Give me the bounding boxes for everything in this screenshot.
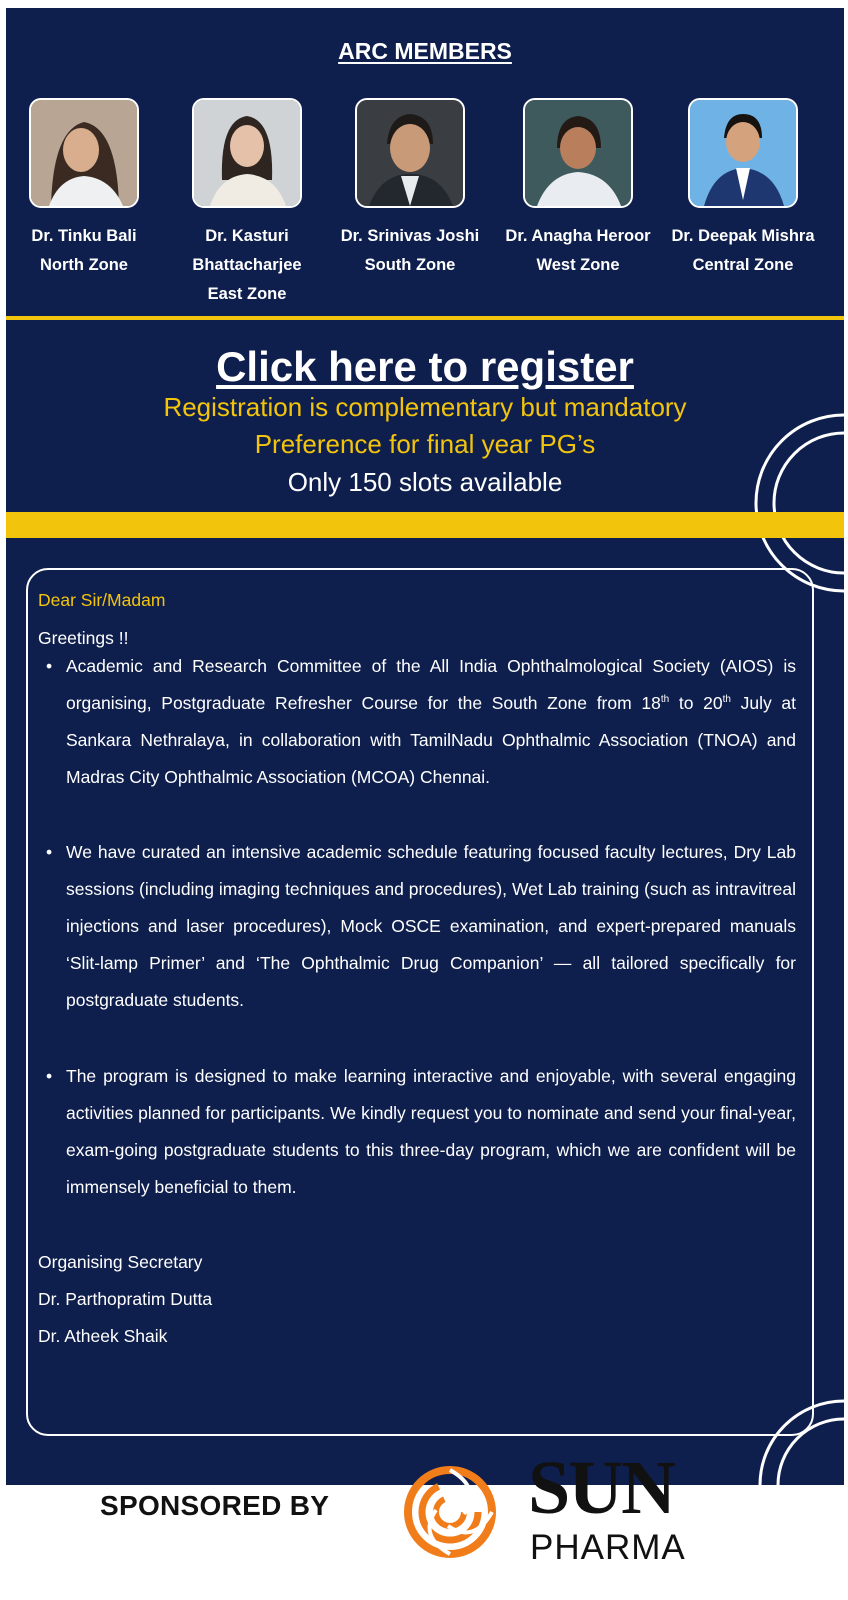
sun-pharma-subtext: PHARMA — [530, 1528, 686, 1567]
member-name: Dr. Anagha Heroor — [505, 227, 651, 245]
person-portrait-icon — [525, 100, 631, 206]
decorative-arcs-icon — [756, 1368, 844, 1485]
register-link[interactable]: Click here to register — [216, 343, 634, 390]
member-card — [498, 98, 658, 280]
member-photo — [688, 98, 798, 208]
member-name: Dr. Tinku Bali — [31, 227, 137, 245]
signatory-name: Dr. Atheek Shaik — [38, 1326, 168, 1346]
sponsored-by-label: SPONSORED BY — [100, 1490, 330, 1521]
sun-pharma-brand: SUN — [528, 1446, 675, 1530]
member-photo — [192, 98, 302, 208]
slots-note: Only 150 slots available — [287, 467, 563, 497]
member-name: Dr. Srinivas Joshi — [340, 227, 480, 245]
member-card — [330, 98, 490, 280]
member-photo — [523, 98, 633, 208]
signatory-role: Organising Secretary — [38, 1252, 203, 1272]
decorative-arcs-icon — [746, 413, 844, 593]
member-zone: West Zone — [536, 256, 620, 274]
member-zone: North Zone — [40, 256, 128, 274]
person-portrait-icon — [31, 100, 137, 206]
flyer-panel — [6, 8, 844, 1485]
bullet-paragraph: • We have curated an intensive academic schedule featuring focused faculty lectures, Dry Lab sessions (including imaging techniques and procedures), Wet Lab training (such as intravitreal injections and laser procedures), Mock OSCE examination, and expert-prepared manuals ‘Slit-lamp Primer’ and ‘The Ophthalmic Drug Companion’ — all tailored specifically for postgraduate students. — [66, 834, 796, 1019]
member-card — [6, 98, 164, 280]
member-card — [663, 98, 823, 280]
member-card — [167, 98, 327, 309]
member-zone: East Zone — [207, 285, 287, 303]
person-portrait-icon — [357, 100, 463, 206]
member-photo — [29, 98, 139, 208]
member-name: Dr. Kasturi Bhattacharjee — [192, 227, 302, 274]
greeting: Greetings !! — [38, 628, 129, 648]
gold-band — [6, 512, 844, 538]
bullet-paragraph: • The program is designed to make learning interactive and enjoyable, with several engaging activities planned for participants. We kindly request you to nominate and send your final-year, exam-going postgraduate students to this three-day program, which we are confident will be immensely beneficial to them. — [66, 1058, 796, 1206]
divider-line — [6, 316, 844, 320]
bullet-paragraph: • Academic and Research Committee of the All India Ophthalmological Society (AIOS) is organising, Postgraduate Refresher Course for the South Zone from 18th to 20th July at Sankara Nethralaya, in collaboration with TamilNadu Ophthalmic Association (TNOA) and Madras City Ophthalmic Association (MCOA) Chennai. — [66, 648, 796, 796]
member-name: Dr. Deepak Mishra — [671, 227, 815, 245]
member-zone: Central Zone — [692, 256, 794, 274]
sun-pharma-logo-icon — [404, 1466, 496, 1558]
registration-note: Registration is complementary but mandatory — [163, 392, 687, 422]
member-zone: South Zone — [364, 256, 456, 274]
person-portrait-icon — [194, 100, 300, 206]
person-portrait-icon — [690, 100, 796, 206]
signatory-name: Dr. Parthopratim Dutta — [38, 1289, 213, 1309]
salutation: Dear Sir/Madam — [38, 590, 166, 610]
arc-members-heading: ARC MEMBERS — [338, 38, 512, 64]
member-photo — [355, 98, 465, 208]
preference-note: Preference for final year PG’s — [254, 429, 596, 459]
